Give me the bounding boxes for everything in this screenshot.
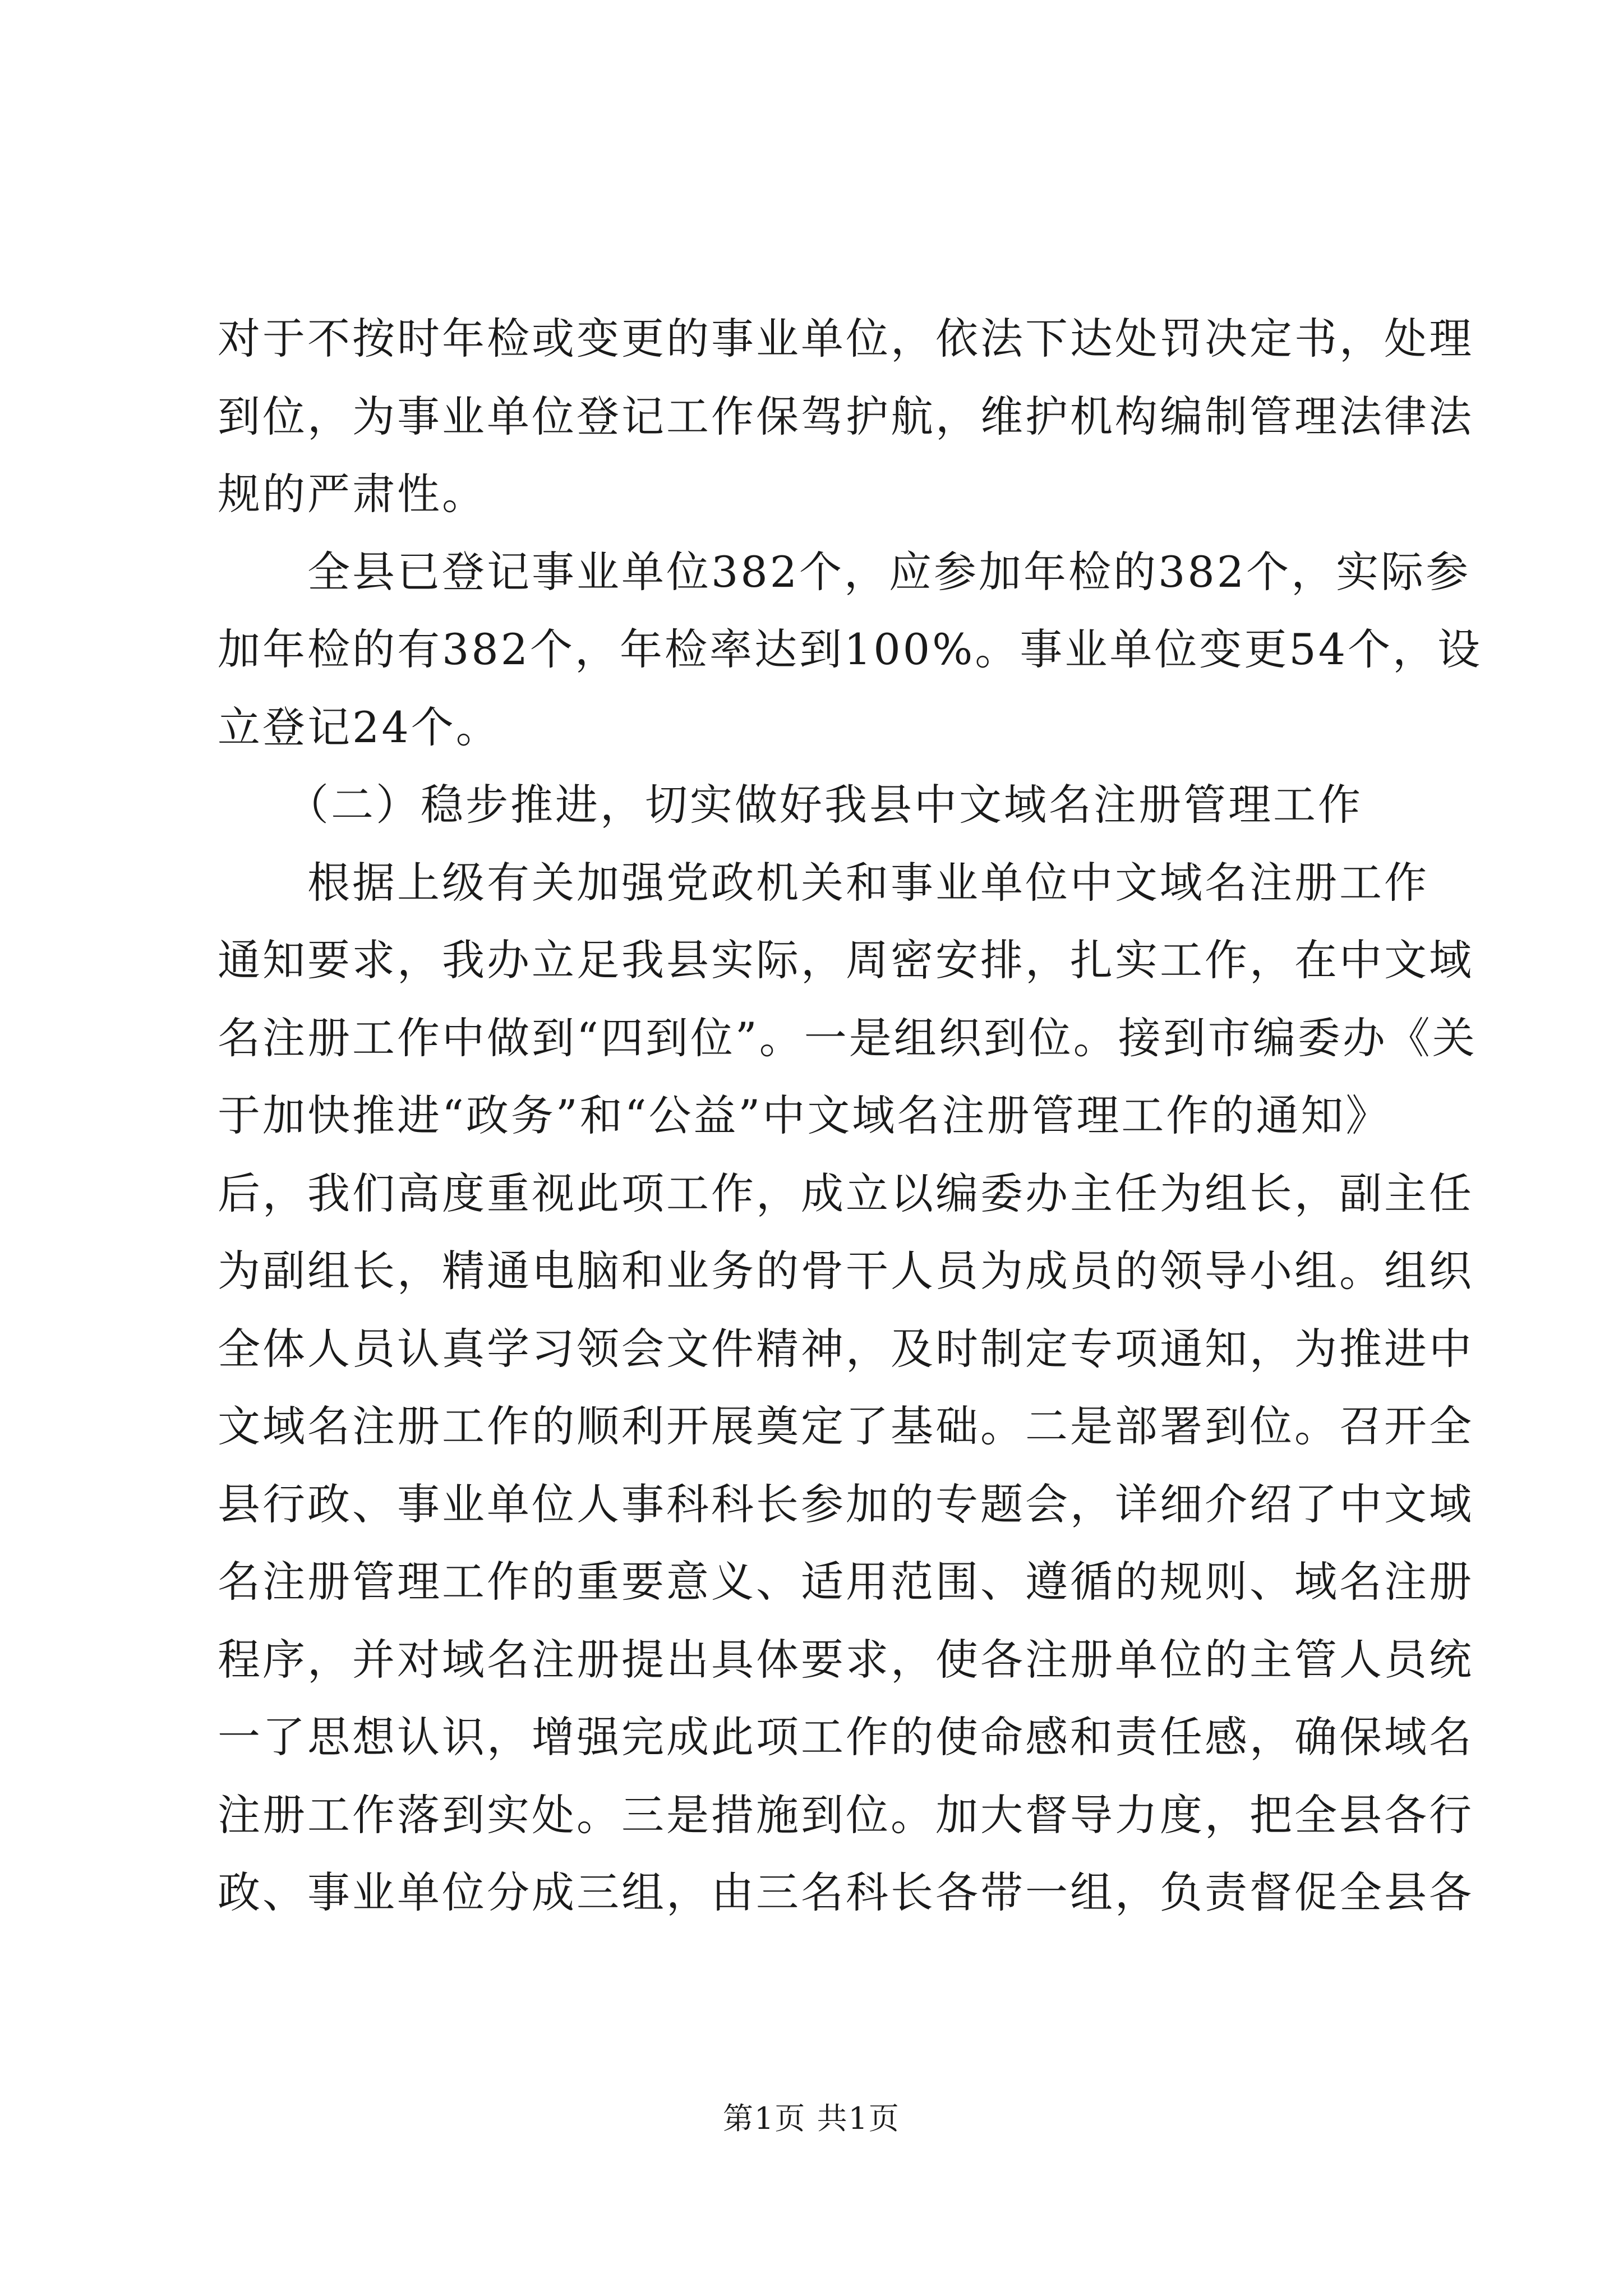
text-line: 注册工作落到实处。三是措施到位。加大督导力度，把全县各行: [218, 1789, 1474, 1840]
text-line: 根据上级有关加强党政机关和事业单位中文域名注册工作: [218, 857, 1429, 908]
text-line: 加年检的有382个，年检率达到100%。事业单位变更54个，设: [218, 624, 1483, 674]
text-line: 后，我们高度重视此项工作，成立以编委办主任为组长，副主任: [218, 1168, 1474, 1218]
document-body: [218, 300, 1483, 1932]
page-number-footer: 第1页 共1页: [723, 2101, 900, 2136]
text-line: 到位，为事业单位登记工作保驾护航，维护机构编制管理法律法: [218, 391, 1474, 441]
text-line: 全体人员认真学习领会文件精神，及时制定专项通知，为推进中: [218, 1323, 1474, 1374]
text-line: 对于不按时年检或变更的事业单位，依法下达处罚决定书，处理: [218, 314, 1474, 364]
text-line: 通知要求，我办立足我县实际，周密安排，扎实工作，在中文域: [218, 935, 1474, 985]
text-line: 全县已登记事业单位382个，应参加年检的382个，实际参: [218, 546, 1471, 597]
section-heading: （二）稳步推进，切实做好我县中文域名注册管理工作: [218, 780, 1363, 830]
text-line: 名注册管理工作的重要意义、适用范围、遵循的规则、域名注册: [218, 1557, 1474, 1607]
text-line: 文域名注册工作的顺利开展奠定了基础。二是部署到位。召开全: [218, 1401, 1474, 1451]
text-line: 名注册工作中做到“四到位”。一是组织到位。接到市编委办《关: [218, 1013, 1477, 1063]
text-line: 立登记24个。: [218, 702, 501, 752]
text-line: 为副组长，精通电脑和业务的骨干人员为成员的领导小组。组织: [218, 1246, 1474, 1296]
text-line: 政、事业单位分成三组，由三名科长各带一组，负责督促全县各: [218, 1867, 1474, 1917]
text-line: 一了思想认识，增强完成此项工作的使命感和责任感，确保域名: [218, 1712, 1474, 1762]
text-line: 县行政、事业单位人事科科长参加的专题会，详细介绍了中文域: [218, 1479, 1474, 1529]
text-line: 程序，并对域名注册提出具体要求，使各注册单位的主管人员统: [218, 1634, 1474, 1685]
text-line: 于加快推进“政务”和“公益”中文域名注册管理工作的通知》: [218, 1091, 1391, 1140]
text-line: 规的严肃性。: [218, 469, 487, 519]
